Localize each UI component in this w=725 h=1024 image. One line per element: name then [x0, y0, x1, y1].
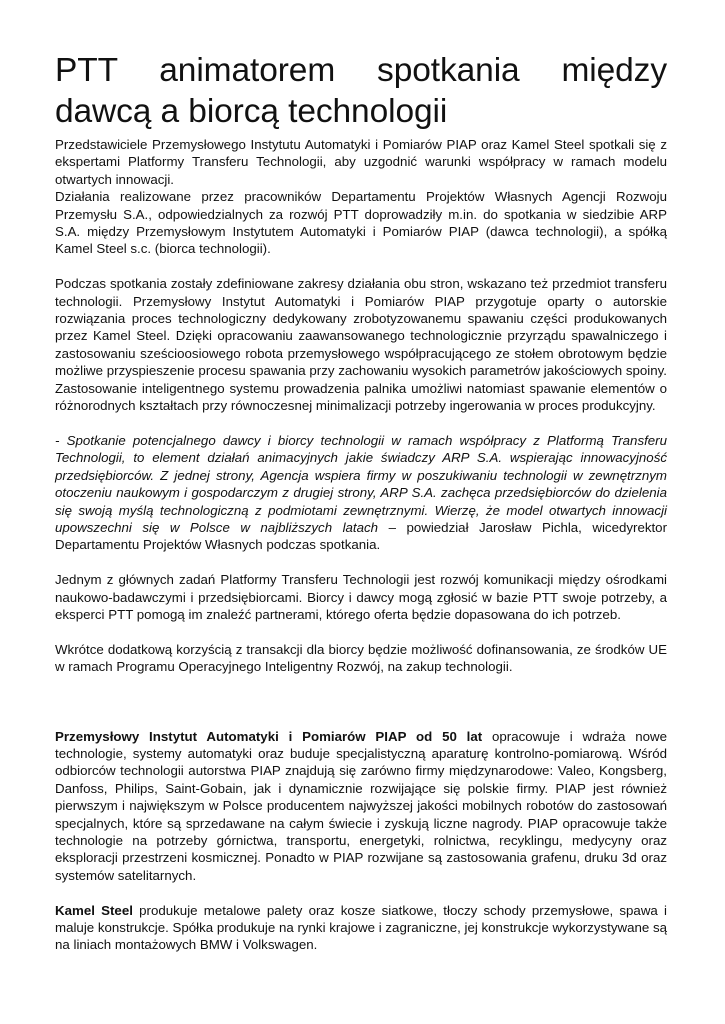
intro-paragraph-2: Działania realizowane przez pracowników Departamentu Projektów Własnych Agencji Rozwoju Przemysłu S.A., odpowiedzialnych za rozwój PTT doprowadziły m.in. do spotkania w siedzibie ARP S.A. między Przemysłowym Instytutem Automatyki i Pomiarów PIAP (dawca technologii), a spółką Kamel Steel s.c. (biorca technologii).	[55, 189, 667, 257]
paragraph-gap	[55, 258, 667, 275]
piap-paragraph	[55, 728, 667, 885]
kamel-paragraph	[55, 902, 667, 954]
paragraph-gap	[55, 554, 667, 571]
intro-paragraph-1: Przedstawiciele Przemysłowego Instytutu Automatyki i Pomiarów PIAP oraz Kamel Steel spotkali się z ekspertami Platformy Transferu Technologii, aby uzgodnić warunki współpracy w ramach modelu otwartych innowacji.	[55, 137, 667, 187]
kamel-heading: Kamel Steel	[55, 902, 133, 918]
benefit-paragraph: Wkrótce dodatkową korzyścią z transakcji dla biorcy będzie możliwość dofinansowania, ze środków UE w ramach Programu Operacyjnego Inteligentny Rozwój, na zakup technologii.	[55, 641, 667, 675]
paragraph-gap	[55, 623, 667, 640]
quote-attribution: – powiedział Jarosław Pichla, wicedyrektor Departamentu Projektów Własnych podczas spotkania.	[55, 519, 667, 553]
quote-text: - Spotkanie potencjalnego dawcy i biorcy technologii w ramach współpracy z Platformą Transferu Technologii, to element działań animacyjnych jakie świadczy ARP S.A. wspierając innowacyjność przedsiębiorców. Z jednej strony, Agencja wspiera firmy w poszukiwaniu technologii w zewnętrznym otoczeniu naukowym i gospodarczym z drugiej strony, ARP S.A. zachęca przedsiębiorców do dzielenia się swoją myślą technologiczną z podmiotami zewnętrznymi. Wierzę, że model otwartych innowacji upowszechni się w Polsce w najbliższych latach	[55, 432, 667, 535]
paragraph-gap	[55, 414, 667, 431]
piap-heading: Przemysłowy Instytut Automatyki i Pomiarów PIAP od 50 lat	[55, 728, 483, 744]
section-gap	[55, 676, 667, 728]
quote-paragraph	[55, 432, 667, 554]
paragraph-gap	[55, 884, 667, 901]
document-page	[55, 50, 667, 954]
platform-paragraph: Jednym z głównych zadań Platformy Transferu Technologii jest rozwój komunikacji między ośrodkami naukowo-badawczymi i przedsiębiorcami. Biorcy i dawcy mogą zgłosić w bazie PTT swoje potrzeby, a eksperci PTT pomogą im znaleźć partnerami, którego oferta będzie dopasowana do ich potrzeb.	[55, 572, 667, 622]
meeting-paragraph: Podczas spotkania zostały zdefiniowane zakresy działania obu stron, wskazano też przedmiot transferu technologii. Przemysłowy Instytut Automatyki i Pomiarów PIAP przygotuje oparty o autorskie rozwiązania proces technologiczny dedykowany zrobotyzowanemu spawaniu części produkowanych przez Kamel Steel. Dzięki opracowaniu zaawansowanego technologicznie przyrządu spawalniczego i zastosowaniu sześcioosiowego robota przemysłowego współpracującego ze stołem obrotowym będzie możliwe przyspieszenie procesu spawania przy zachowaniu wysokich parametrów jakościowych spoiny. Zastosowanie inteligentnego systemu prowadzenia palnika umożliwi natomiast spawanie elementów o różnorodnych kształtach przy równoczesnej minimalizacji potrzeby ingerowania w proces produkcyjny.	[55, 276, 667, 414]
document-title: PTT animatorem spotkania między dawcą a biorcą technologii	[55, 52, 667, 130]
kamel-description: produkuje metalowe palety oraz kosze siatkowe, tłoczy schody przemysłowe, spawa i maluje konstrukcje. Spółka produkuje na rynki krajowe i zagraniczne, jej konstrukcje wykorzystywane są na liniach montażowych BMW i Volkswagen.	[55, 902, 668, 953]
piap-description: opracowuje i wdraża nowe technologie, systemy automatyki oraz buduje specjalistyczną aparaturę kontrolno-pomiarową. Wśród odbiorców technologii autorstwa PIAP znajdują się zarówno firmy międzynarodowe: Valeo, Kongsberg, Danfoss, Philips, Saint-Gobain, jak i dynamicznie rozwijające się polskie firmy. PIAP jest również pierwszym i największym w Polsce producentem najwyższej jakości mobilnych robotów do zastosowań specjalnych, które są sprzedawane na całym świecie i zyskują liczne nagrody. PIAP opracowuje także technologie na potrzeby górnictwa, transportu, energetyki, rolnictwa, recyklingu, medycyny oraz eksploracji przestrzeni kosmicznej. Ponadto w PIAP rozwijane są zastosowania grafenu, druku 3d oraz systemów satelitarnych.	[55, 728, 668, 883]
